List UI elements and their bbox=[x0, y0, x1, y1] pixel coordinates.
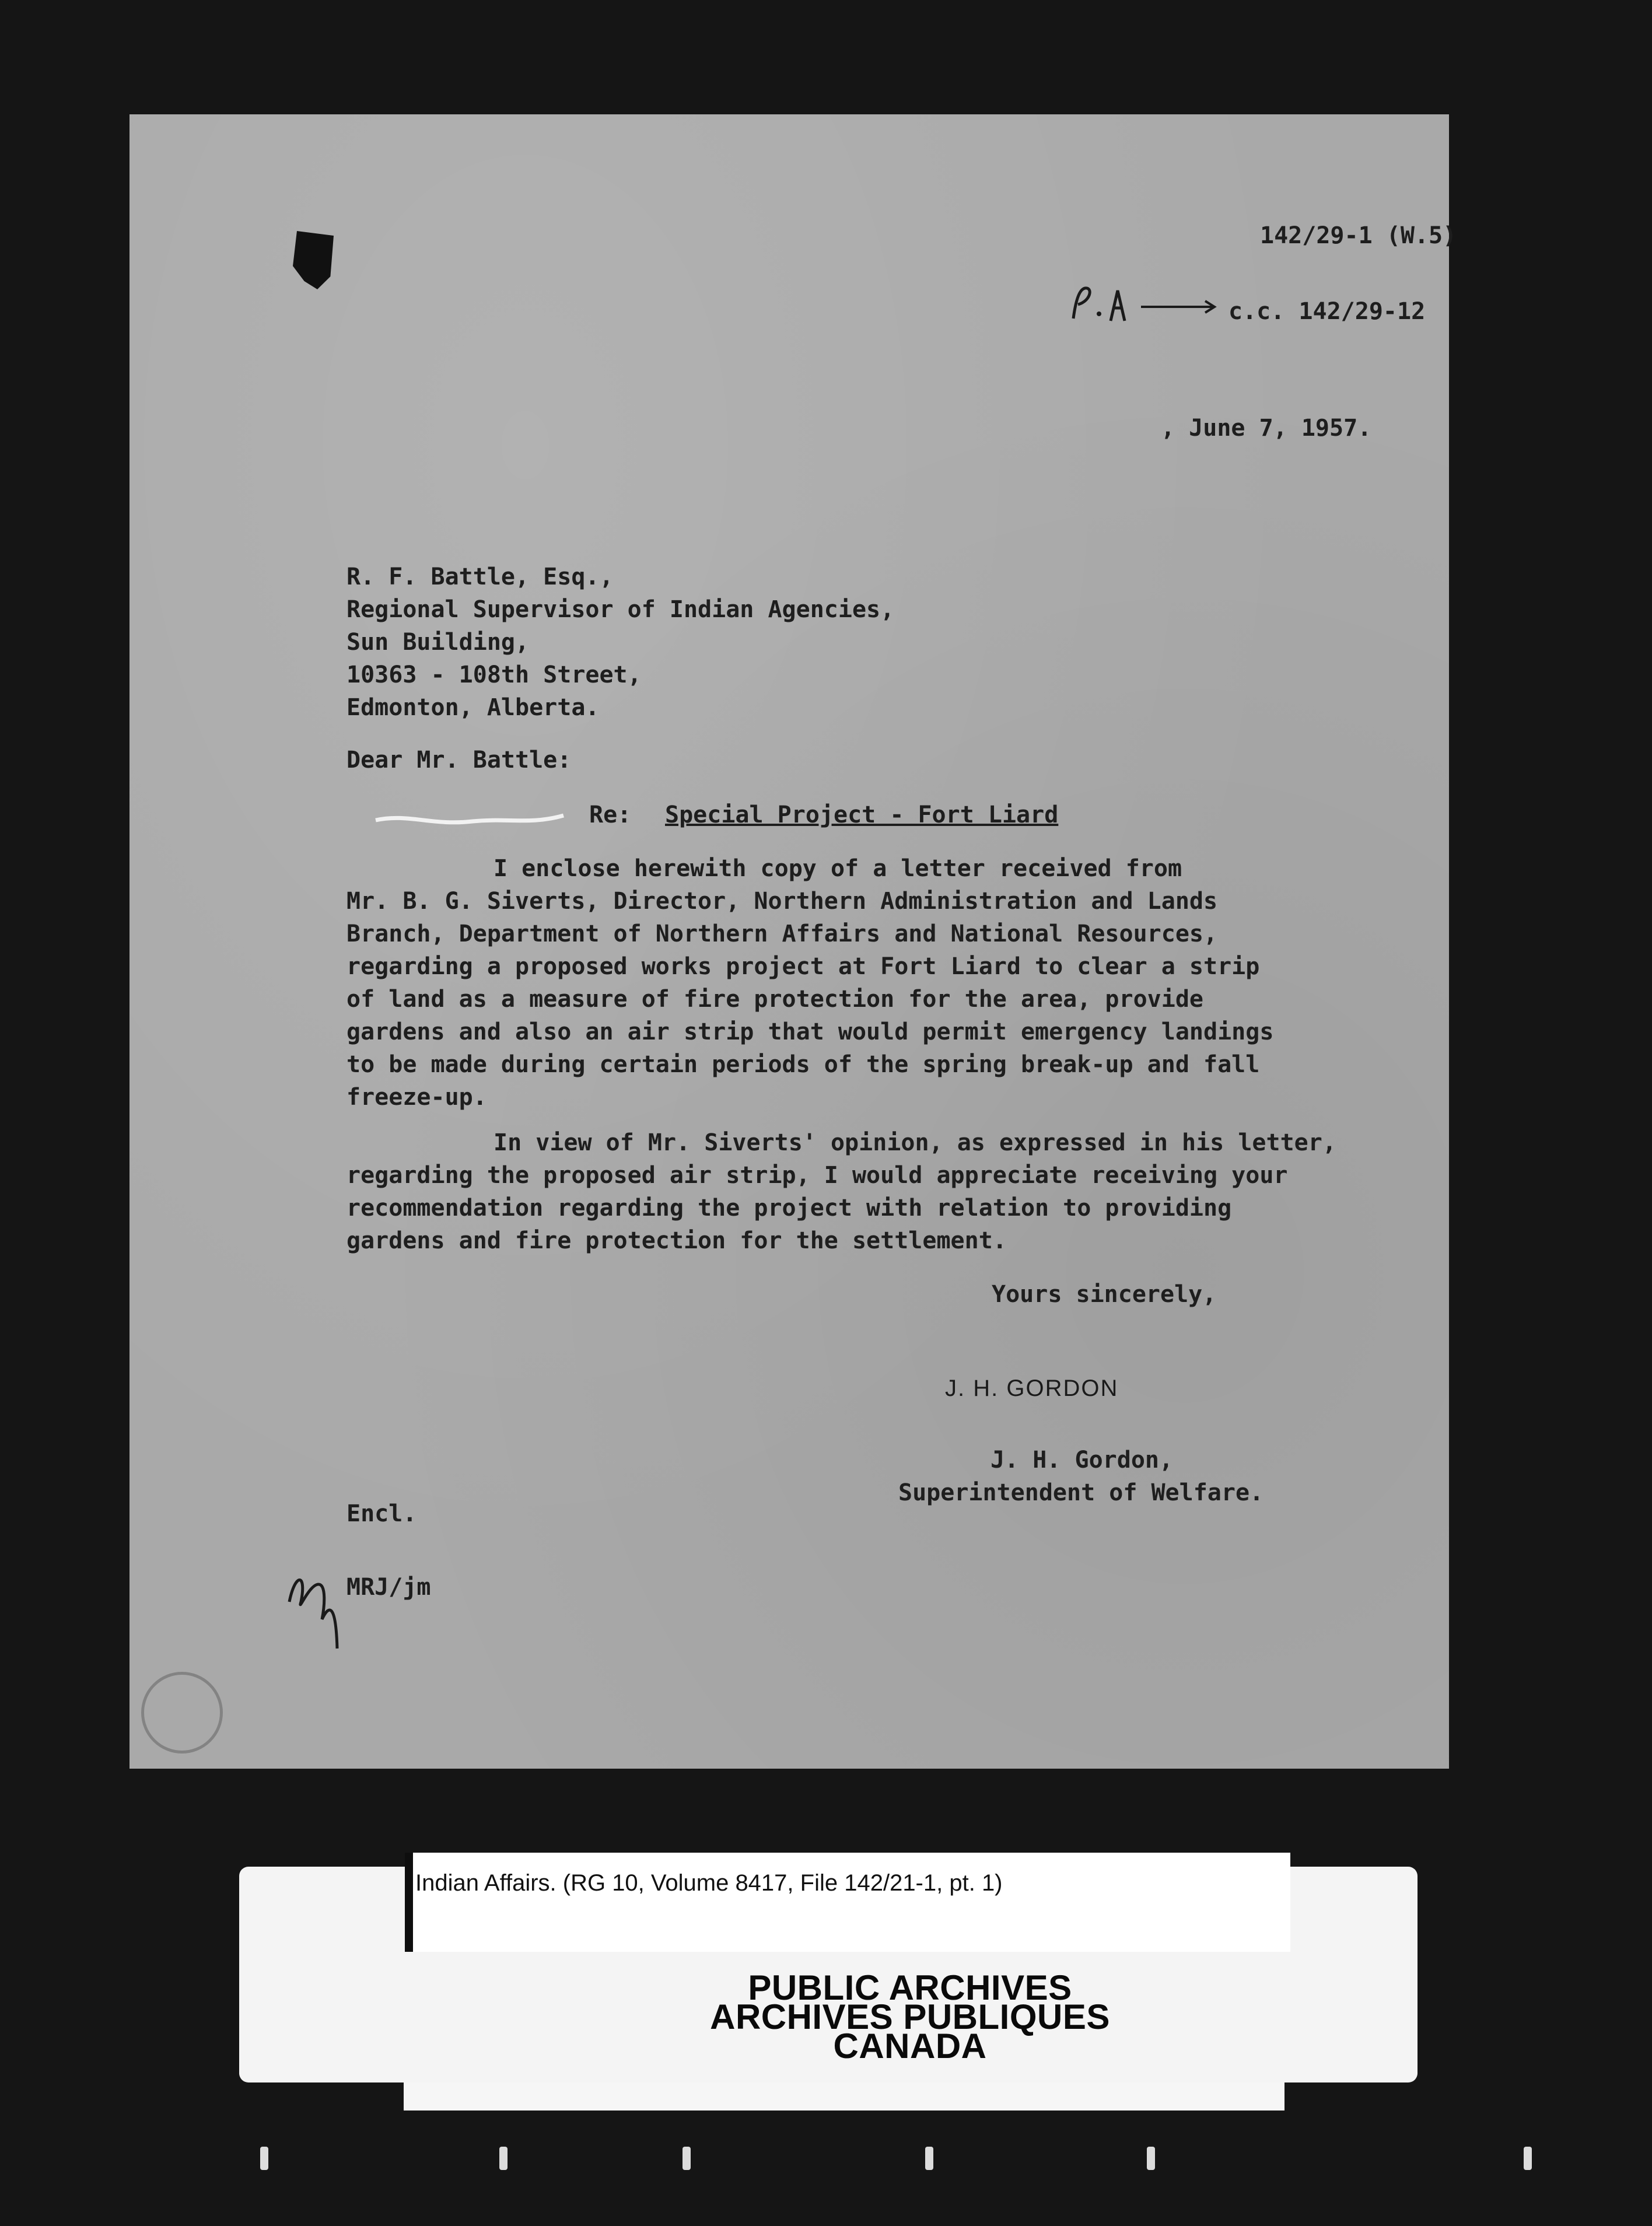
signer-name: J. H. Gordon, bbox=[991, 1447, 1174, 1474]
file-reference: 142/29-1 (W.5) bbox=[1260, 222, 1457, 249]
archive-reference-strip bbox=[405, 1853, 1290, 1952]
film-sprocket bbox=[499, 2147, 508, 2170]
address-line: Sun Building, bbox=[346, 629, 530, 656]
paragraph-line: regarding a proposed works project at Fort Liard to clear a strip bbox=[346, 953, 1260, 980]
paragraph-line: recommendation regarding the project with relation to providing bbox=[346, 1195, 1232, 1222]
paragraph-line: to be made during certain periods of the spring break-up and fall bbox=[346, 1051, 1260, 1078]
signer-title: Superintendent of Welfare. bbox=[898, 1479, 1264, 1506]
archive-reference: Indian Affairs. (RG 10, Volume 8417, File 142/21-1, pt. 1) bbox=[415, 1870, 1003, 1896]
paragraph-line: of land as a measure of fire protection for the area, provide bbox=[346, 986, 1204, 1013]
white-scratch-mark bbox=[373, 808, 566, 832]
address-line: Regional Supervisor of Indian Agencies, bbox=[346, 596, 895, 623]
paragraph-line: In view of Mr. Siverts' opinion, as expressed in his letter, bbox=[494, 1129, 1336, 1156]
enclosure-note: Encl. bbox=[346, 1500, 417, 1527]
film-sprocket bbox=[260, 2147, 268, 2170]
carbon-copy-reference: c.c. 142/29-12 bbox=[1228, 298, 1426, 325]
closing: Yours sincerely, bbox=[992, 1281, 1217, 1308]
handwritten-cc-mark bbox=[1068, 284, 1225, 330]
archive-country: CANADA bbox=[833, 2027, 987, 2066]
salutation: Dear Mr. Battle: bbox=[346, 747, 572, 774]
film-sprocket bbox=[1524, 2147, 1532, 2170]
address-line: 10363 - 108th Street, bbox=[346, 662, 642, 688]
paragraph-line: Branch, Department of Northern Affairs and National Resources, bbox=[346, 921, 1218, 947]
torn-corner bbox=[293, 231, 334, 289]
archive-name-french: ARCHIVES PUBLIQUES bbox=[710, 1997, 1110, 2036]
address-line: R. F. Battle, Esq., bbox=[346, 564, 614, 590]
faint-stamp-circle bbox=[141, 1672, 223, 1754]
paragraph-line: freeze-up. bbox=[346, 1084, 487, 1111]
letter-date: , June 7, 1957. bbox=[1161, 415, 1372, 442]
paragraph-line: gardens and fire protection for the settlement. bbox=[346, 1227, 1007, 1254]
re-subject: Special Project - Fort Liard bbox=[665, 802, 1059, 828]
typist-initials: MRJ/jm bbox=[346, 1574, 431, 1601]
paragraph-line: regarding the proposed air strip, I would appreciate receiving your bbox=[346, 1162, 1288, 1189]
paragraph-line: Mr. B. G. Siverts, Director, Northern Administration and Lands bbox=[346, 888, 1218, 915]
archive-name-english: PUBLIC ARCHIVES bbox=[748, 1968, 1072, 2007]
film-sprocket bbox=[925, 2147, 933, 2170]
signature-stamp: J. H. GORDON bbox=[945, 1376, 1119, 1401]
film-sprocket bbox=[682, 2147, 691, 2170]
address-line: Edmonton, Alberta. bbox=[346, 694, 600, 721]
paragraph-line: gardens and also an air strip that would permit emergency landings bbox=[346, 1019, 1274, 1045]
re-label: Re: bbox=[589, 802, 632, 828]
label-bottom-strip bbox=[404, 2082, 1284, 2110]
handwritten-initials bbox=[284, 1567, 348, 1654]
paragraph-line: I enclose herewith copy of a letter received from bbox=[494, 855, 1182, 882]
film-sprocket bbox=[1147, 2147, 1155, 2170]
